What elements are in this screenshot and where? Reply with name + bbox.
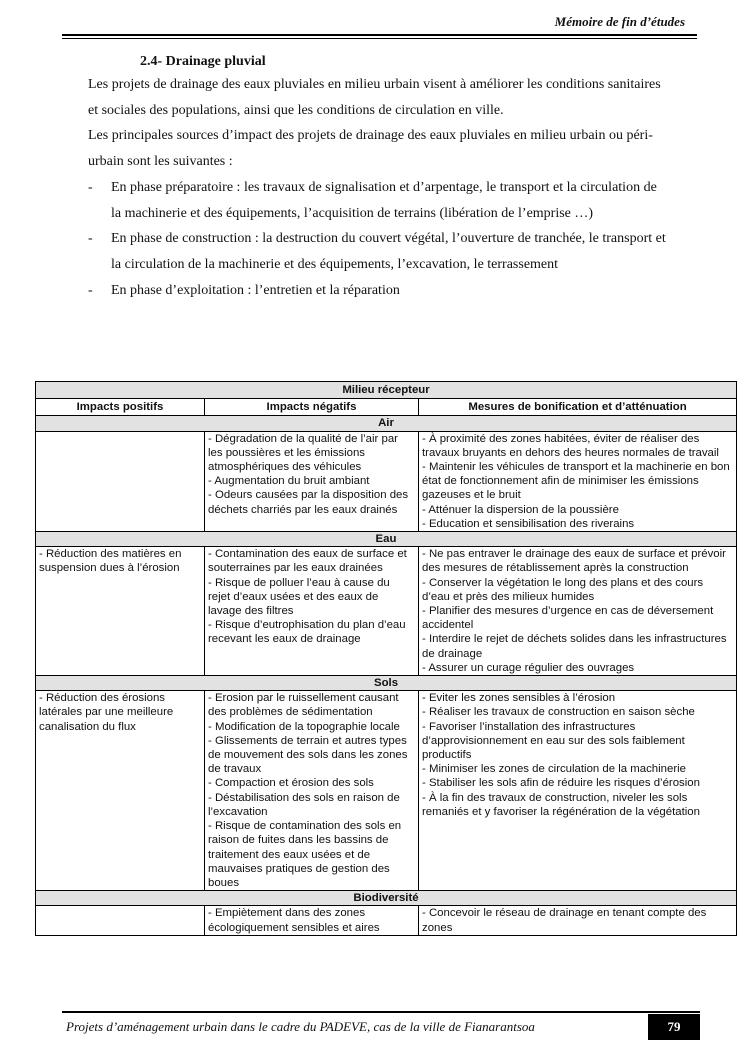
table-row — [36, 431, 737, 531]
cell-line: - À proximité des zones habitées, éviter de réaliser des travaux bruyants en dehors des heures normales de travail — [422, 432, 719, 459]
table-body — [36, 416, 737, 935]
cell-line: - Réduction des matières en suspension dues à l’érosion — [39, 548, 182, 575]
cell-line: - Maintenir les véhicules de transport et la machinerie en bon état de fonctionnement afin de minimiser les émissions gazeuses et le bruit — [422, 461, 730, 502]
section-body — [88, 52, 668, 303]
bullet-item — [88, 226, 668, 277]
column-header-measures: Mesures de bonification et d’atténuation — [419, 399, 737, 416]
bullet-dash: - — [88, 231, 93, 247]
cell-line: - Odeurs causées par la disposition des déchets charriés par les eaux drainés — [208, 489, 409, 516]
bullet-dash: - — [88, 282, 93, 298]
bullet-item — [88, 278, 668, 304]
cell-line: - Contamination des eaux de surface et souterraines par les eaux drainées — [208, 548, 407, 575]
header-rule — [62, 34, 697, 39]
cell-positive — [36, 431, 205, 531]
cell-line: - Dégradation de la qualité de l’air par les poussières et les émissions atmosphériques des véhicules — [208, 432, 398, 474]
cell-negative — [205, 431, 419, 531]
cell-positive — [36, 691, 205, 891]
cell-line: - Concevoir le réseau de drainage en tenant compte des zones — [422, 907, 707, 934]
cell-line: - Augmentation du bruit ambiant — [208, 475, 370, 488]
category-row: Air — [36, 416, 737, 431]
cell-line: - Risque d’eutrophisation du plan d’eau recevant les eaux de drainage — [208, 619, 406, 646]
impacts-table — [35, 381, 737, 936]
running-header: Mémoire de fin d’études — [554, 14, 685, 29]
bullet-text: En phase d’exploitation : l’entretien et la réparation — [111, 282, 400, 298]
cell-line: - Atténuer la dispersion de la poussière — [422, 503, 619, 516]
cell-line: - Réaliser les travaux de construction en saison sèche — [422, 706, 695, 719]
cell-positive — [36, 906, 205, 935]
bullet-text: En phase préparatoire : les travaux de signalisation et d’arpentage, le transport et la circulation de la machinerie et des équipements, l’acquisition de terrains (libération de l’emprise …) — [111, 179, 657, 221]
cell-line: - À la fin des travaux de construction, niveler les sols remaniés et y favoriser la régénération de la végétation — [422, 791, 700, 818]
cell-line: - Ne pas entraver le drainage des eaux de surface et prévoir des mesures de rétablissement après la construction — [422, 548, 726, 575]
cell-negative — [205, 547, 419, 676]
cell-line: - Réduction des érosions latérales par une meilleure canalisation du flux — [39, 692, 174, 733]
column-header-positive: Impacts positifs — [36, 399, 205, 416]
cell-positive — [36, 547, 205, 676]
bullet-item — [88, 175, 668, 226]
category-row: Sols — [36, 676, 737, 691]
cell-measures — [419, 906, 737, 935]
cell-line: - Minimiser les zones de circulation de la machinerie — [422, 763, 686, 776]
cell-line: - Erosion par le ruissellement causant des problèmes de sédimentation — [208, 692, 399, 719]
cell-line: - Stabiliser les sols afin de réduire les risques d’érosion — [422, 777, 700, 790]
cell-measures — [419, 691, 737, 891]
cell-line: - Interdire le rejet de déchets solides dans les infrastructures de drainage — [422, 633, 727, 660]
cell-measures — [419, 431, 737, 531]
table-row — [36, 691, 737, 891]
cell-line: - Risque de contamination des sols en raison de fuites dans les bassins de traitement des eaux usées et de mauvaises pratiques de gestion des boues — [208, 820, 402, 889]
cell-line: - Modification de la topographie locale — [208, 720, 400, 733]
cell-line: - Déstabilisation des sols en raison de l’excavation — [208, 791, 400, 818]
cell-line: - Conserver la végétation le long des plans et des cours d’eau et près des milieux humides — [422, 576, 704, 603]
cell-line: - Eviter les zones sensibles à l’érosion — [422, 692, 616, 705]
table-row — [36, 547, 737, 676]
column-header-negative: Impacts négatifs — [205, 399, 419, 416]
bullet-text: En phase de construction : la destruction du couvert végétal, l’ouverture de tranchée, le transport et la circulation de la machinerie et des équipements, l’excavation, le terrassement — [111, 231, 666, 272]
table-super-header: Milieu récepteur — [36, 382, 737, 399]
cell-line: - Favoriser l’installation des infrastructures d’approvisionnement en eau sur des sols faiblement productifs — [422, 720, 685, 762]
cell-negative — [205, 691, 419, 891]
table-row — [36, 906, 737, 935]
cell-line: - Planifier des mesures d’urgence en cas de déversement accidentel — [422, 605, 714, 632]
cell-line: - Education et sensibilisation des riverains — [422, 517, 635, 530]
bullet-dash: - — [88, 179, 93, 195]
paragraph-sources: Les principales sources d’impact des projets de drainage des eaux pluviales en milieu urbain ou péri-urbain sont les suivantes : — [88, 128, 653, 170]
category-row: Eau — [36, 532, 737, 547]
page-number: 79 — [648, 1014, 700, 1040]
cell-line: - Glissements de terrain et autres types de mouvement des sols dans les zones de travaux — [208, 734, 408, 776]
cell-line: - Compaction et érosion des sols — [208, 777, 374, 790]
footer-rule — [62, 1011, 700, 1013]
cell-line: - Assurer un curage régulier des ouvrages — [422, 661, 635, 674]
section-heading: 2.4- Drainage pluvial — [140, 54, 266, 69]
cell-negative — [205, 906, 419, 935]
footer-text: Projets d’aménagement urbain dans le cadre du PADEVE, cas de la ville de Fianarantsoa — [66, 1019, 535, 1034]
cell-line: - Empiètement dans des zones écologiquement sensibles et aires — [208, 907, 380, 934]
cell-line: - Risque de polluer l’eau à cause du rejet d’eaux usées et des eaux de lavage des filtres — [208, 576, 390, 618]
cell-measures — [419, 547, 737, 676]
paragraph-intro: Les projets de drainage des eaux pluviales en milieu urbain visent à améliorer les conditions sanitaires et sociales des populations, ainsi que les conditions de circulation en ville. — [88, 77, 661, 118]
category-row: Biodiversité — [36, 891, 737, 906]
